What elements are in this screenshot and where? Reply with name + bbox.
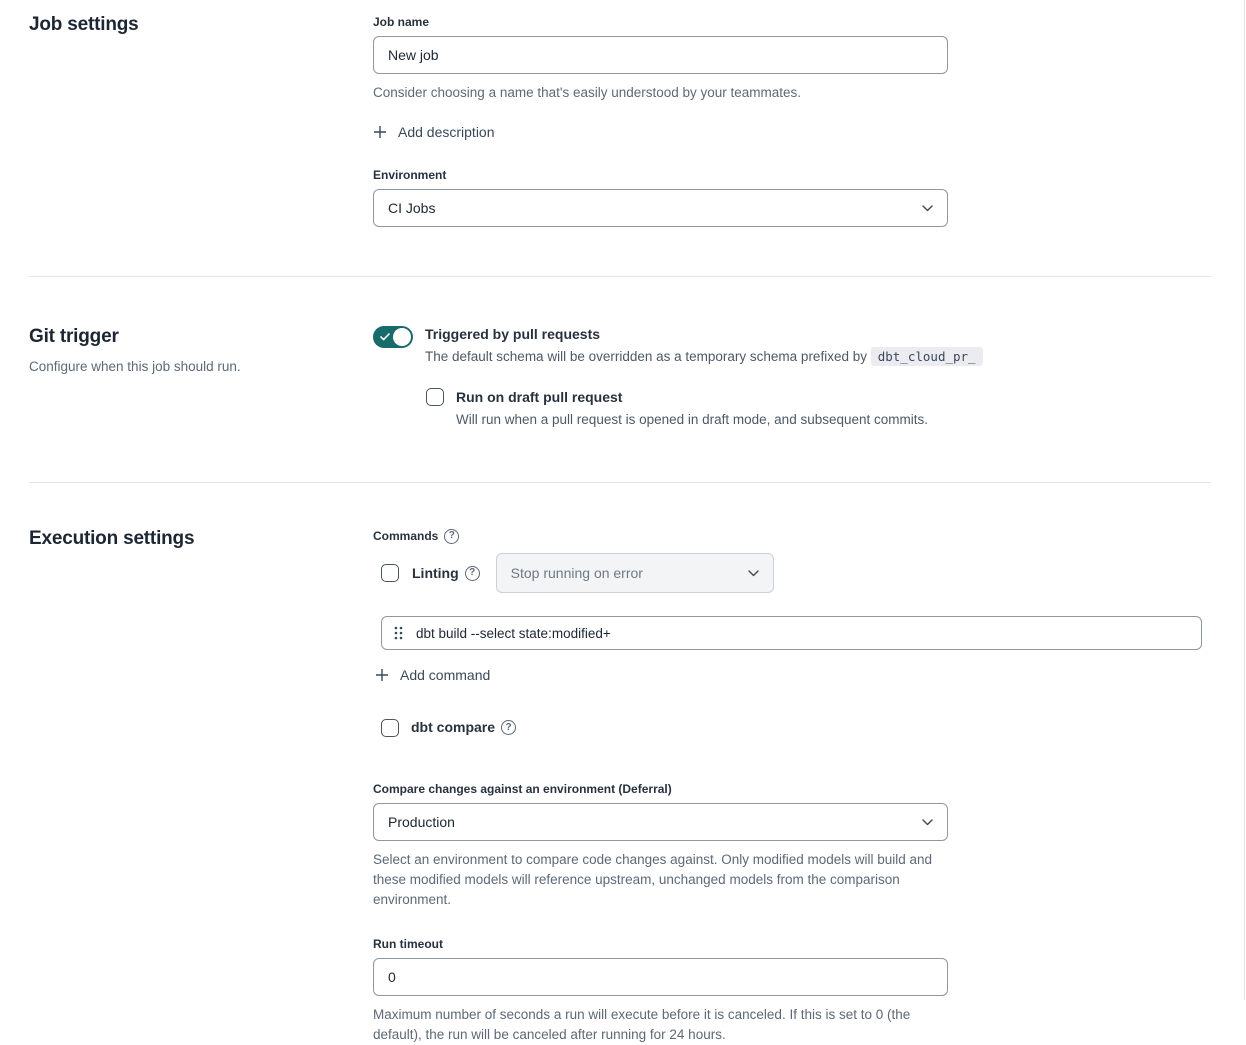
linting-row bbox=[381, 553, 1211, 593]
run-timeout-input[interactable] bbox=[373, 958, 948, 996]
git-trigger-subtitle: Configure when this job should run. bbox=[29, 359, 241, 374]
draft-pr-help: Will run when a pull request is opened in draft mode, and subsequent commits. bbox=[456, 412, 929, 427]
deferral-help: Select an environment to compare code changes against. Only modified models will build and these modified models will reference upstream, unchanged models from the comparison environment. bbox=[373, 852, 933, 907]
job-settings-title: Job settings bbox=[29, 14, 139, 35]
dbt-compare-label: dbt compare bbox=[411, 719, 496, 735]
schema-prefix-code: dbt_cloud_pr_ bbox=[871, 347, 983, 366]
pr-trigger-help-text: The default schema will be overridden as a temporary schema prefixed by bbox=[425, 349, 867, 364]
drag-handle-icon[interactable] bbox=[394, 626, 403, 640]
run-timeout-field bbox=[373, 935, 1211, 1045]
job-name-input[interactable] bbox=[373, 36, 948, 74]
dbt-compare-checkbox[interactable] bbox=[381, 719, 399, 737]
help-icon[interactable] bbox=[501, 720, 516, 735]
help-glyph: ? bbox=[448, 530, 455, 541]
dbt-compare-row bbox=[381, 718, 1211, 737]
add-description-label: Add description bbox=[398, 124, 495, 140]
draft-pr-row bbox=[426, 388, 1211, 430]
command-text: dbt build --select state:modified+ bbox=[416, 625, 611, 641]
job-name-field bbox=[373, 13, 1211, 103]
linting-label: Linting bbox=[412, 564, 459, 581]
commands-label: Commands bbox=[373, 529, 439, 543]
execution-settings-title: Execution settings bbox=[29, 528, 195, 549]
command-row[interactable] bbox=[381, 616, 1202, 650]
environment-label: Environment bbox=[373, 168, 447, 182]
check-icon bbox=[380, 333, 390, 341]
chevron-down-icon bbox=[922, 819, 933, 826]
run-timeout-help: Maximum number of seconds a run will execute before it is canceled. If this is set to 0 (the default), the run will be canceled after running for 24 hours. bbox=[373, 1007, 911, 1042]
plus-icon bbox=[375, 668, 389, 682]
pr-trigger-help bbox=[425, 346, 983, 367]
draft-pr-checkbox[interactable] bbox=[426, 388, 444, 406]
section-job-settings bbox=[29, 0, 1211, 276]
environment-select[interactable] bbox=[373, 189, 948, 227]
pr-trigger-label: Triggered by pull requests bbox=[425, 326, 601, 342]
deferral-select[interactable] bbox=[373, 803, 948, 841]
add-description-button[interactable] bbox=[373, 124, 495, 140]
help-glyph: ? bbox=[469, 567, 476, 578]
plus-icon bbox=[373, 125, 387, 139]
linting-checkbox[interactable] bbox=[381, 564, 399, 582]
job-name-label: Job name bbox=[373, 15, 430, 29]
deferral-field bbox=[373, 780, 1211, 910]
help-icon[interactable] bbox=[465, 566, 480, 581]
section-git-trigger bbox=[29, 277, 1211, 482]
draft-pr-label: Run on draft pull request bbox=[456, 389, 623, 405]
run-timeout-label: Run timeout bbox=[373, 937, 443, 951]
pr-trigger-toggle[interactable] bbox=[373, 326, 413, 348]
pr-trigger-row bbox=[373, 325, 1211, 367]
git-trigger-title: Git trigger bbox=[29, 326, 119, 347]
job-name-help: Consider choosing a name that's easily understood by your teammates. bbox=[373, 85, 802, 100]
help-icon[interactable] bbox=[444, 529, 459, 544]
environment-field bbox=[373, 166, 1211, 227]
section-execution-settings bbox=[29, 483, 1211, 1045]
add-command-button[interactable] bbox=[375, 667, 490, 683]
linting-behavior-select[interactable] bbox=[496, 553, 774, 593]
commands-label-row bbox=[373, 529, 459, 544]
help-glyph: ? bbox=[505, 721, 512, 733]
chevron-down-icon bbox=[922, 205, 933, 212]
chevron-down-icon bbox=[748, 570, 759, 577]
deferral-select-value: Production bbox=[388, 814, 455, 830]
toggle-knob bbox=[393, 328, 411, 346]
deferral-label: Compare changes against an environment (Deferral) bbox=[373, 782, 672, 796]
linting-behavior-value: Stop running on error bbox=[510, 565, 643, 581]
add-command-label: Add command bbox=[400, 667, 491, 683]
environment-select-value: CI Jobs bbox=[388, 200, 436, 216]
